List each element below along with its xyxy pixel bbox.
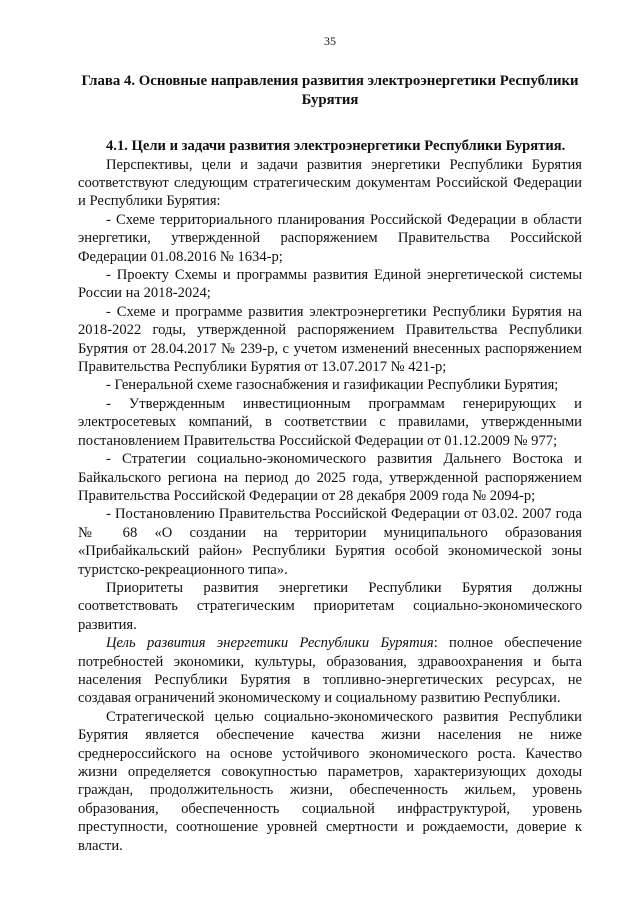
list-item-gas-scheme: - Генеральной схеме газоснабжения и газификации Республики Бурятия; xyxy=(106,377,559,394)
section-title: 4.1. Цели и задачи развития электроэнергетики Республики Бурятия. xyxy=(106,138,566,155)
list-item-ees-project: - Проекту Схемы и программы развития Единой энергетической системы России на 2018-2024; xyxy=(78,267,582,302)
paragraph-goal xyxy=(78,634,582,708)
list-item-economic-zone: - Постановлению Правительства Российской Федерации от 03.02. 2007 года № 68 «О создании на территории муниципального образования «Прибайкальский район» Республики Бурятия особой экономической зоны туристско-рекреационного типа». xyxy=(78,506,582,578)
paragraph-priorities: Приоритеты развития энергетики Республики Бурятия должны соответствовать стратегическим приоритетам социально-экономического развития. xyxy=(78,579,582,633)
list-item-investment-programs: - Утвержденным инвестиционным программам генерирующих и электросетевых компаний, в соответствии с правилами, утвержденными постановлением Правительства Российской Федерации от 01.12.2009 № 977; xyxy=(78,395,582,449)
paragraph-strategic-goal: Стратегической целью социально-экономического развития Республики Бурятия является обеспечение качества жизни населения не ниже среднероссийского на основе устойчивого экономического роста. Качество жизни определяется совокупностью параметров, характеризующих доходы граждан, продолжительность жизни, обеспеченность жильем, уровень образования, обеспеченность социальной инфраструктурой, уровень преступности, соотношение уровней смертности и рождаемости, доверие к власти. xyxy=(78,708,582,854)
list-item-territorial-plan: - Схеме территориального планирования Российской Федерации в области энергетики, утвержденной распоряжением Правительства Российской Федерации 01.08.2016 № 1634-р; xyxy=(78,211,582,265)
goal-text: : полное обеспечение потребностей экономики, культуры, образования, здравоохранения и быта населения Республики Бурятия в топливно-энергетических ресурсах, не создавая ограничений экономическому и социальному развитию Республики. xyxy=(78,635,582,707)
goal-label: Цель развития энергетики Республики Бурятия xyxy=(106,635,434,652)
page-number: 35 xyxy=(324,34,336,48)
list-item-far-east-strategy: - Стратегии социально-экономического развития Дальнего Востока и Байкальского региона на период до 2025 года, утвержденной распоряжением Правительства Российской Федерации от 28 декабря 2009 года № 2094-р; xyxy=(78,451,582,504)
list-item-buryatia-program: - Схеме и программе развития электроэнергетики Республики Бурятия на 2018-2022 годы, утвержденной распоряжением Правительства Республики Бурятия от 28.04.2017 № 239-р, с учетом изменений внесенных распоряжением Правительства Республики Бурятия от 13.07.2017 № 421-р; xyxy=(78,303,582,376)
chapter-title: Глава 4. Основные направления развития электроэнергетики Республики Бурятия xyxy=(81,73,579,108)
paragraph-intro: Перспективы, цели и задачи развития энергетики Республики Бурятия соответствуют следующим стратегическим документам Российской Федерации и Республики Бурятия: xyxy=(78,156,582,210)
